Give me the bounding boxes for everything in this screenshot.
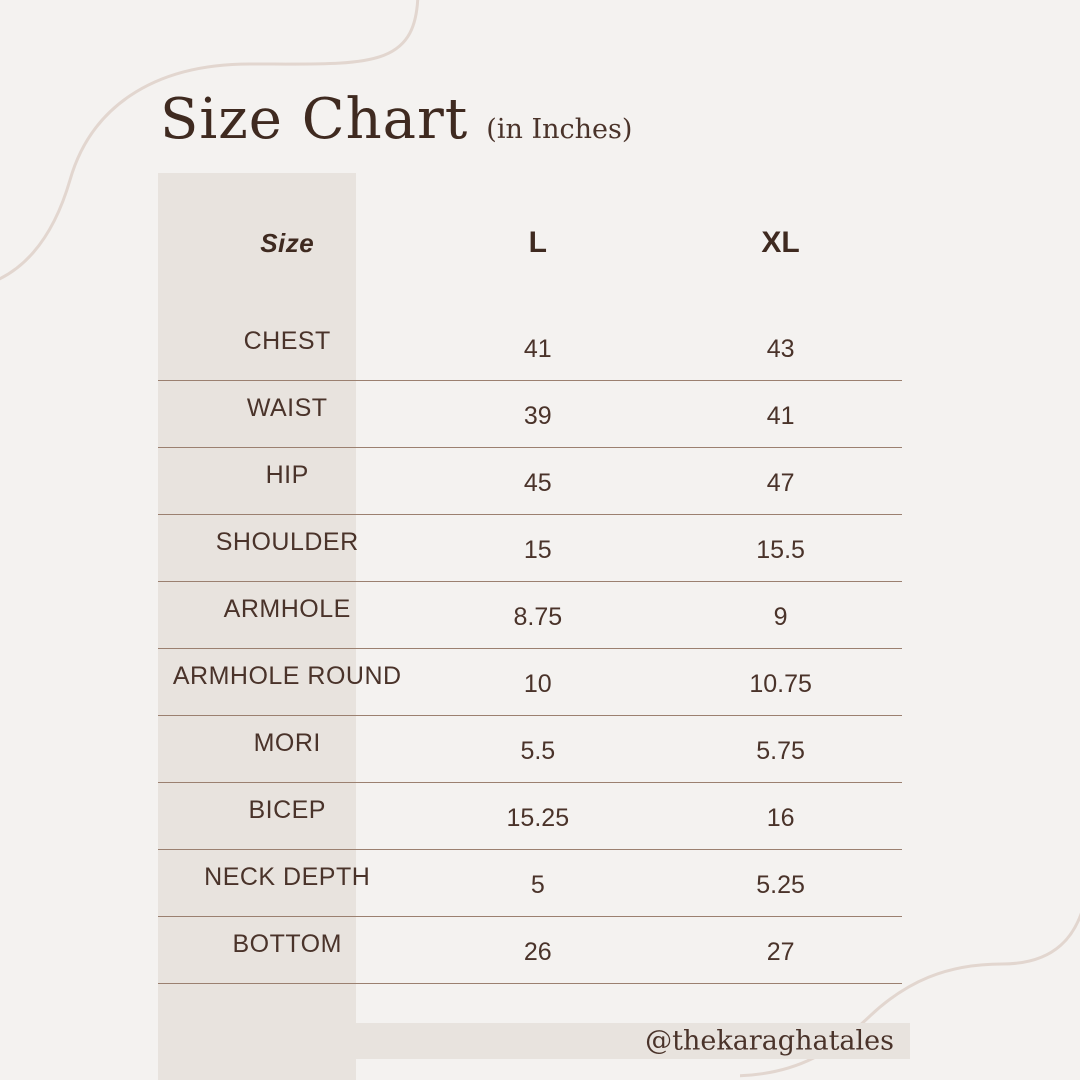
measurement-label: SHOULDER [158,514,416,581]
measurement-label: WAIST [158,380,416,447]
measurement-value-xl: 43 [659,313,902,380]
table-row [158,916,902,983]
measurement-value-xl: 9 [659,581,902,648]
table-row [158,581,902,648]
table-row [158,514,902,581]
measurement-label: CHEST [158,313,416,380]
title-unit: (in Inches) [486,114,633,145]
table-row [158,313,902,380]
measurement-label: HIP [158,447,416,514]
measurement-value-xl: 10.75 [659,648,902,715]
measurement-value-xl: 47 [659,447,902,514]
size-chart-table [158,173,902,984]
table-row [158,849,902,916]
measurement-value-xl: 15.5 [659,514,902,581]
measurement-value-l: 45 [416,447,659,514]
measurement-value-l: 15 [416,514,659,581]
column-header-size: Size [260,227,315,258]
measurement-value-l: 5.5 [416,715,659,782]
table-header-row [158,173,902,313]
measurement-value-xl: 27 [659,916,902,983]
table-row [158,447,902,514]
measurement-value-xl: 41 [659,380,902,447]
measurement-label: MORI [158,715,416,782]
measurement-value-l: 15.25 [416,782,659,849]
measurement-label: NECK DEPTH [158,849,416,916]
column-header-l: L [528,226,547,259]
column-header-xl: XL [761,226,800,259]
page-title [160,87,633,152]
table-row [158,648,902,715]
footer-bar [158,1023,910,1059]
size-chart-table-wrap [158,173,902,984]
measurement-value-l: 39 [416,380,659,447]
measurement-label: BOTTOM [158,916,416,983]
measurement-value-xl: 5.75 [659,715,902,782]
title-main: Size Chart [160,87,469,152]
table-row [158,782,902,849]
table-row [158,380,902,447]
measurement-value-l: 8.75 [416,581,659,648]
measurement-value-xl: 16 [659,782,902,849]
measurement-value-l: 41 [416,313,659,380]
measurement-value-l: 26 [416,916,659,983]
measurement-value-xl: 5.25 [659,849,902,916]
table-row [158,715,902,782]
measurement-label: BICEP [158,782,416,849]
measurement-value-l: 5 [416,849,659,916]
measurement-label: ARMHOLE ROUND [158,648,416,715]
brand-handle: @thekaraghatales [645,1025,894,1057]
measurement-label: ARMHOLE [158,581,416,648]
measurement-value-l: 10 [416,648,659,715]
